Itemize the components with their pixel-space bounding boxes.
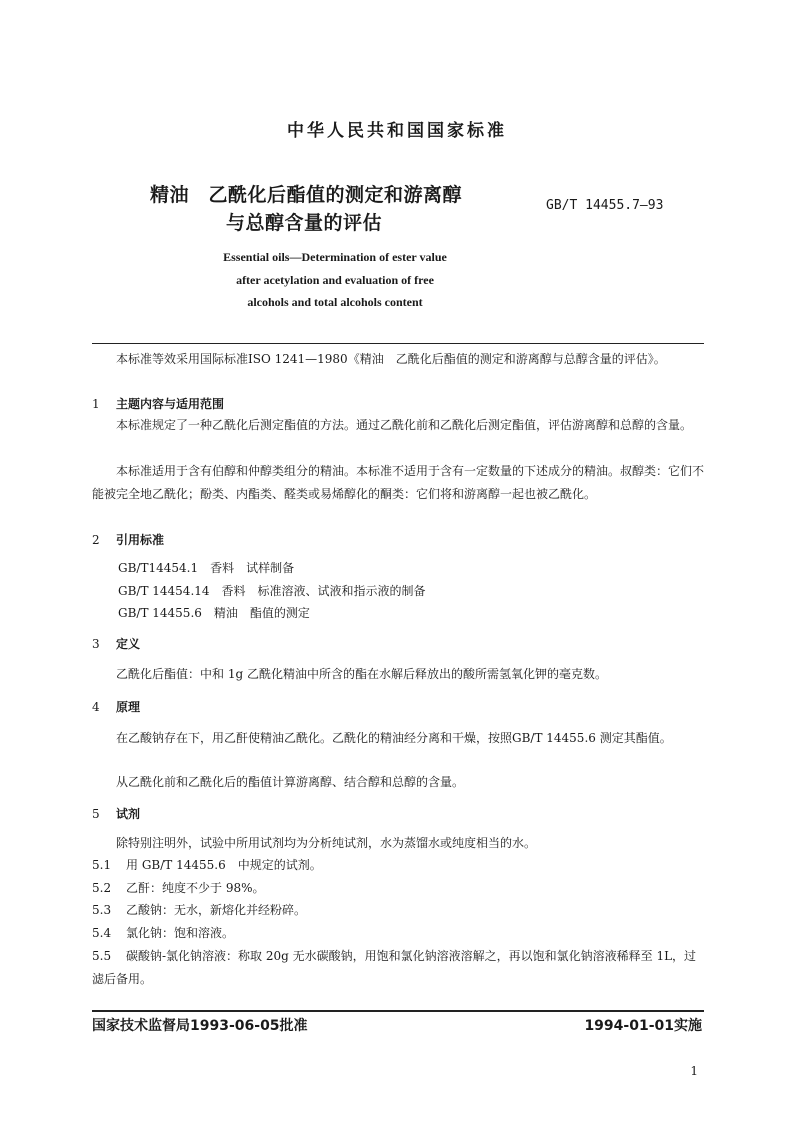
section-1-number: 1 [92, 397, 100, 411]
section-1-title: 主题内容与适用范围 [116, 397, 225, 411]
reagent-number: 5.1 [92, 858, 112, 872]
chinese-title-line2: 与总醇含量的评估 [226, 212, 383, 234]
section-3-heading [92, 635, 140, 652]
reagent-number: 5.4 [92, 926, 112, 940]
reagent-number: 5.2 [92, 881, 112, 895]
section-4-paragraph-2: 从乙酰化前和乙酰化后的酯值计算游离醇、结合醇和总醇的含量。 [116, 775, 465, 789]
reagent-number: 5.5 [92, 949, 112, 963]
section-5-paragraph: 除特别注明外，试验中所用试剂均为分析纯试剂，水为蒸馏水或纯度相当的水。 [116, 836, 537, 850]
section-5-number: 5 [92, 807, 100, 821]
reagent-item [92, 945, 704, 991]
reagent-item [92, 854, 704, 877]
english-title-line3: alcohols and total alcohols content [247, 295, 423, 309]
reagent-item [92, 877, 704, 900]
section-3-number: 3 [92, 637, 100, 651]
section-4-title: 原理 [116, 700, 141, 714]
reagent-text: 乙酐：纯度不少于 98%。 [126, 881, 265, 895]
reagent-item [92, 922, 704, 945]
reference-3: GB/T 14455.6 精油 酯值的测定 [118, 606, 310, 620]
section-1-paragraph-2: 本标准适用于含有伯醇和仲醇类组分的精油。本标准不适用于含有一定数量的下述成分的精油。叔醇类：它们不能被完全地乙酰化；酚类、内酯类、醛类或易烯醇化的酮类：它们将和游离醇一起也被乙酰化。 [92, 464, 705, 501]
english-title-line2: after acetylation and evaluation of free [236, 273, 434, 287]
reagent-text: 碳酸钠-氯化钠溶液：称取 20g 无水碳酸钠，用饱和氯化钠溶液溶解之，再以饱和氯化钠溶液稀释至 1L，过滤后备用。 [92, 949, 697, 986]
footer-divider [92, 1010, 704, 1012]
national-standard-heading: 中华人民共和国国家标准 [287, 121, 507, 141]
section-3-paragraph: 乙酰化后酯值：中和 1g 乙酰化精油中所含的酯在水解后释放出的酸所需氢氧化钾的毫克数。 [116, 667, 607, 681]
reagent-text: 用 GB/T 14455.6 中规定的试剂。 [126, 858, 322, 872]
section-2-title: 引用标准 [116, 533, 165, 547]
section-1-heading [92, 395, 224, 412]
section-2-number: 2 [92, 533, 100, 547]
section-1-paragraph-1: 本标准规定了一种乙酰化后测定酯值的方法。通过乙酰化前和乙酰化后测定酯值，评估游离醇和总醇的含量。 [116, 418, 693, 432]
page-number: 1 [690, 1064, 698, 1078]
implementation-date: 1994-01-01实施 [584, 1018, 702, 1034]
chinese-title-line1: 精油 乙酰化后酯值的测定和游离醇 [150, 184, 463, 206]
reagent-number: 5.3 [92, 903, 112, 917]
standard-code-text: GB/T 14455.7—93 [546, 198, 664, 213]
section-5-heading [92, 805, 140, 822]
reference-1: GB/T14454.1 香料 试样制备 [118, 561, 295, 575]
section-2-heading [92, 531, 164, 548]
section-4-heading [92, 698, 140, 715]
english-title-line1: Essential oils—Determination of ester value [223, 250, 447, 264]
standard-code [546, 198, 663, 213]
section-3-title: 定义 [116, 637, 141, 651]
reagent-item [92, 899, 704, 922]
approval-date: 国家技术监督局1993-06-05批准 [92, 1018, 308, 1034]
section-4-number: 4 [92, 700, 100, 714]
reagent-text: 氯化钠：饱和溶液。 [126, 926, 235, 940]
section-5-title: 试剂 [116, 807, 141, 821]
reference-2: GB/T 14454.14 香料 标准溶液、试液和指示液的制备 [118, 584, 426, 598]
intro-paragraph: 本标准等效采用国际标准ISO 1241—1980《精油 乙酰化后酯值的测定和游离醇与总醇含量的评估》。 [116, 352, 666, 366]
section-4-paragraph-1: 在乙酸钠存在下，用乙酐使精油乙酰化。乙酰化的精油经分离和干燥，按照GB/T 14455.6 测定其酯值。 [116, 731, 672, 745]
reagent-text: 乙酸钠：无水，新熔化并经粉碎。 [126, 903, 307, 917]
header-divider [92, 343, 704, 344]
